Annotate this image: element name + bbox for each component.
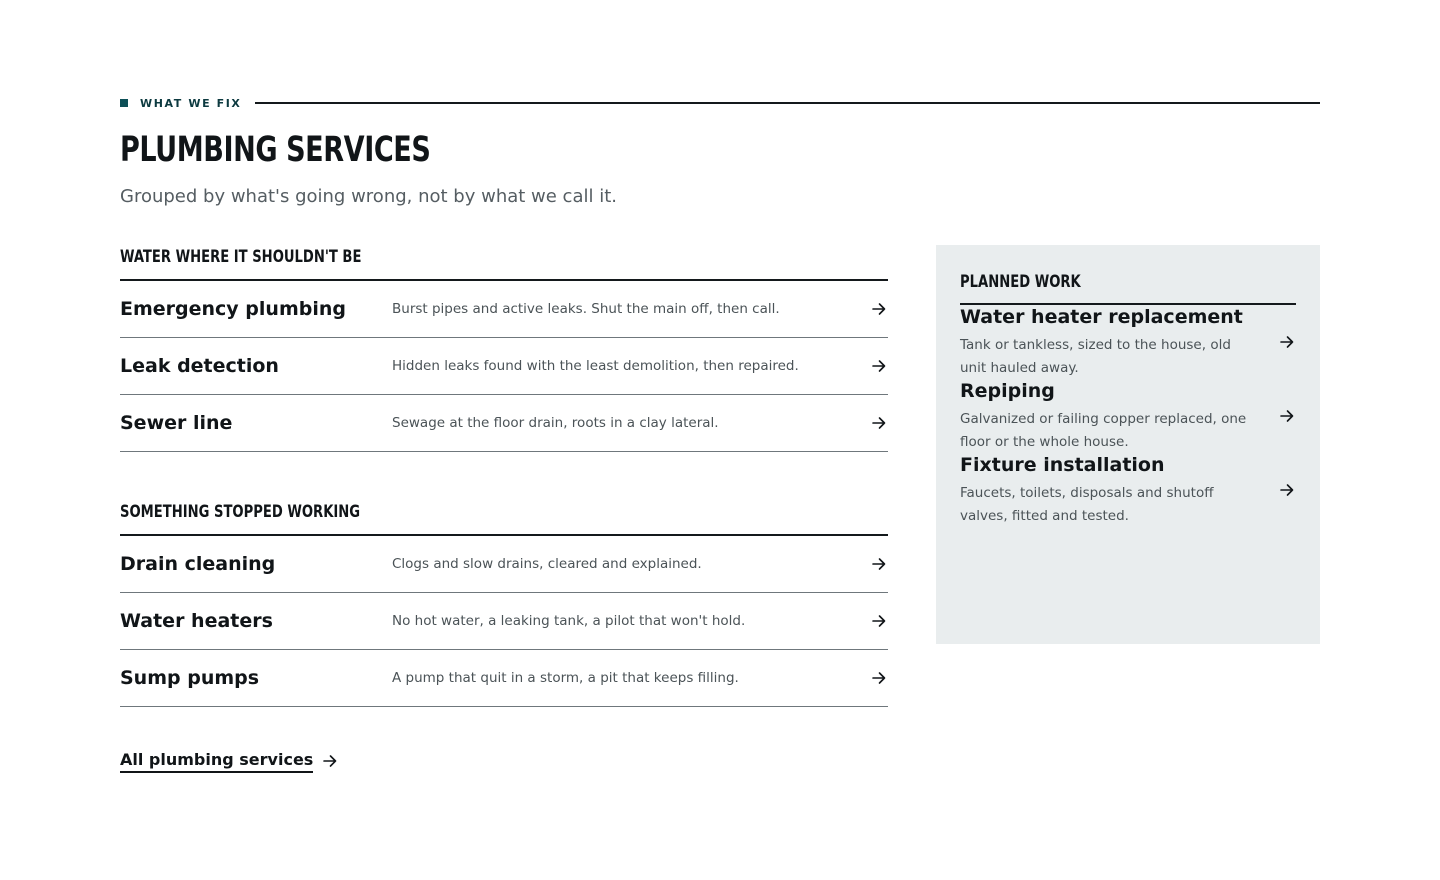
- planned-work-panel: [936, 245, 1320, 644]
- service-group-water: [120, 244, 888, 452]
- planned-row-fixture-installation[interactable]: [960, 453, 1296, 527]
- eyebrow-divider: [255, 102, 1321, 104]
- service-row-emergency-plumbing[interactable]: [120, 281, 888, 338]
- eyebrow-label: WHAT WE FIX: [140, 96, 242, 110]
- service-group-stopped-working: [120, 499, 888, 707]
- eyebrow-square-icon: [120, 99, 128, 107]
- service-name: Emergency plumbing: [120, 298, 346, 320]
- service-name: Sump pumps: [120, 667, 260, 689]
- service-name: Sewer line: [120, 412, 233, 434]
- service-description: Sewage at the floor drain, roots in a clay lateral.: [392, 415, 719, 431]
- service-row-sump-pumps[interactable]: [120, 650, 888, 707]
- planned-item-description: Faucets, toilets, disposals and shutoff valves, fitted and tested.: [960, 485, 1214, 524]
- service-list: [120, 279, 888, 452]
- all-services-link[interactable]: [120, 749, 337, 773]
- service-name: Leak detection: [120, 355, 279, 377]
- planned-item-description: Tank or tankless, sized to the house, old unit hauled away.: [960, 337, 1231, 376]
- planned-row-repiping[interactable]: [960, 379, 1296, 453]
- arrow-right-icon: [872, 671, 886, 685]
- service-name: Water heaters: [120, 610, 273, 632]
- arrow-right-icon: [872, 557, 886, 571]
- service-description: Hidden leaks found with the least demolition, then repaired.: [392, 358, 799, 374]
- arrow-right-icon: [872, 416, 886, 430]
- arrow-right-icon: [872, 302, 886, 316]
- service-row-drain-cleaning[interactable]: [120, 536, 888, 593]
- service-list: [120, 534, 888, 707]
- planned-item-title: Water heater replacement: [960, 306, 1243, 328]
- service-row-sewer-line[interactable]: [120, 395, 888, 452]
- service-row-water-heaters[interactable]: [120, 593, 888, 650]
- planned-row-water-heater-replacement[interactable]: [960, 305, 1296, 379]
- planned-work-heading: PLANNED WORK: [960, 272, 1081, 292]
- arrow-right-icon: [872, 614, 886, 628]
- service-row-leak-detection[interactable]: [120, 338, 888, 395]
- planned-work-list: [960, 303, 1296, 527]
- page-subtitle: Grouped by what's going wrong, not by what we call it.: [120, 186, 617, 207]
- planned-item-title: Repiping: [960, 380, 1055, 402]
- planned-item-description: Galvanized or failing copper replaced, one floor or the whole house.: [960, 411, 1247, 450]
- group-heading: SOMETHING STOPPED WORKING: [120, 502, 361, 522]
- service-description: Burst pipes and active leaks. Shut the main off, then call.: [392, 301, 780, 317]
- service-description: A pump that quit in a storm, a pit that keeps filling.: [392, 670, 739, 686]
- page-title: PLUMBING SERVICES: [120, 130, 431, 170]
- all-services-link-label: All plumbing services: [120, 749, 313, 773]
- arrow-right-icon: [1280, 335, 1294, 349]
- arrow-right-icon: [1280, 409, 1294, 423]
- planned-item-title: Fixture installation: [960, 454, 1165, 476]
- arrow-right-icon: [872, 359, 886, 373]
- service-description: No hot water, a leaking tank, a pilot that won't hold.: [392, 613, 746, 629]
- service-description: Clogs and slow drains, cleared and explained.: [392, 556, 702, 572]
- group-heading: WATER WHERE IT SHOULDN'T BE: [120, 247, 362, 267]
- service-name: Drain cleaning: [120, 553, 276, 575]
- arrow-right-icon: [1280, 483, 1294, 497]
- arrow-right-icon: [323, 754, 337, 768]
- section-eyebrow: [120, 95, 1320, 111]
